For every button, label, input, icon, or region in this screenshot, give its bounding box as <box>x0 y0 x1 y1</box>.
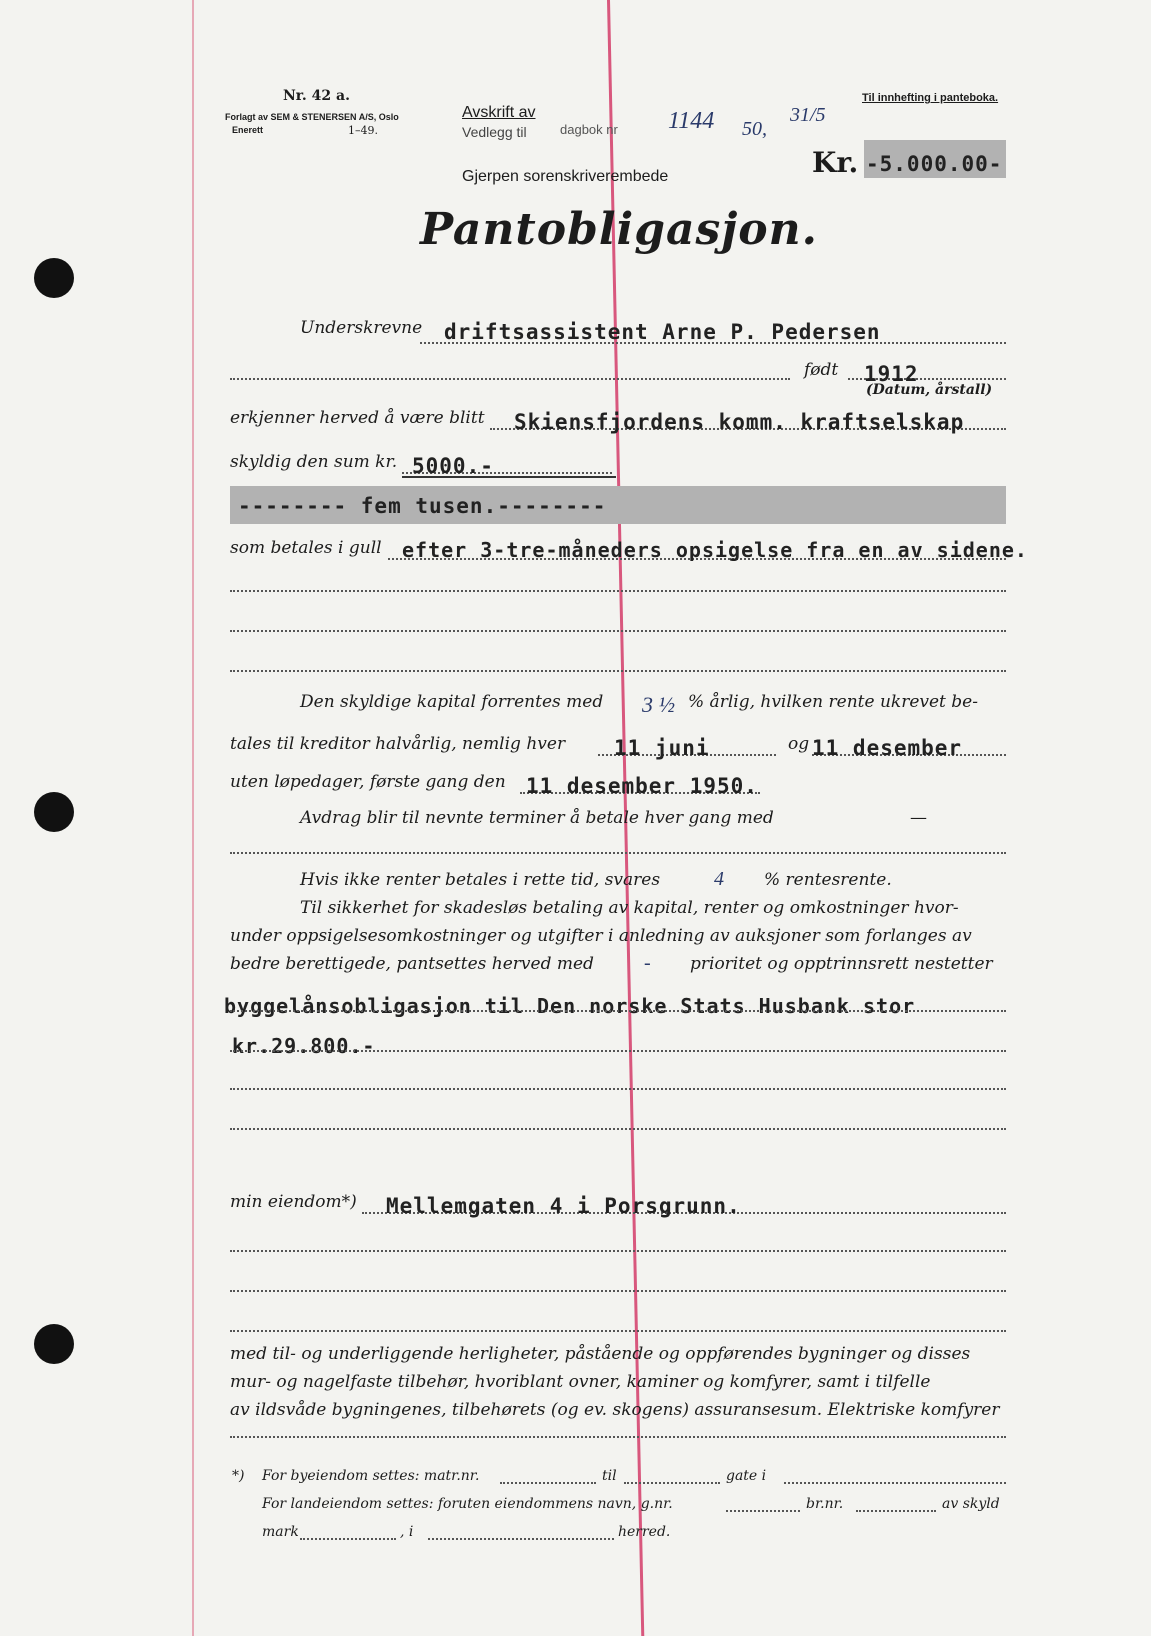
born-label: født <box>804 360 839 380</box>
interest-text-a: Den skyldige kapital forrentes med <box>300 692 604 712</box>
owes-label: skyldig den sum kr. <box>230 452 398 472</box>
dotted-line <box>500 1482 596 1484</box>
first-time-value: 11 desember 1950. <box>526 774 758 798</box>
dotted-line <box>300 1538 396 1540</box>
footnote-line-3b: , i <box>400 1524 414 1540</box>
first-time-label: uten løpedager, første gang den <box>230 772 506 792</box>
sum-words: -------- fem tusen.-------- <box>238 494 607 518</box>
dotted-line <box>230 670 1006 672</box>
born-hint: (Datum, årstall) <box>866 382 993 398</box>
footnote-line-2a: For landeiendom settes: foruten eiendommens navn, g.nr. <box>262 1496 673 1512</box>
dotted-line <box>230 1436 1006 1438</box>
dotted-line <box>230 852 1006 854</box>
footnote-line-2b: br.nr. <box>806 1496 844 1512</box>
acknowledge-label: erkjenner herved å være blitt <box>230 408 485 428</box>
avskrift-label: Avskrift av <box>462 104 536 121</box>
dagbok-number: 1144 <box>668 108 715 134</box>
security-line-3b: prioritet og opptrinnsrett nestetter <box>690 954 993 974</box>
dotted-line <box>230 1250 1006 1252</box>
footnote-mark: *) <box>232 1468 245 1484</box>
form-number: Nr. 42 a. <box>283 88 350 104</box>
dotted-line <box>230 630 1006 632</box>
property-value: Mellemgaten 4 i Porsgrunn. <box>386 1194 741 1218</box>
installment-label: Avdrag blir til nevnte terminer å betale hver gang med <box>300 808 774 828</box>
dotted-line <box>230 1050 1006 1052</box>
footnote-line-1b: til <box>602 1468 617 1484</box>
top-right-note: Til innhefting i panteboka. <box>862 92 999 104</box>
prior-loan-2: kr.29.800.- <box>232 1034 376 1058</box>
footnote-line-1c: gate i <box>726 1468 767 1484</box>
eneret-line: Enerett <box>232 125 264 135</box>
prior-loan-1: byggelånsobligasjon til Den norske Stats Husbank stor <box>224 994 916 1018</box>
undersigned-label: Underskrevne <box>300 318 423 338</box>
date-handwritten: 31/5 <box>790 104 826 126</box>
dotted-line <box>230 1128 1006 1130</box>
punch-hole <box>34 1324 74 1364</box>
dotted-line <box>428 1538 614 1540</box>
form-date: 1–49. <box>348 124 378 137</box>
late-text-b: % rentesrente. <box>764 870 892 890</box>
kr-amount: -5.000.00- <box>866 152 1003 176</box>
punch-hole <box>34 258 74 298</box>
office-name: Gjerpen sorenskriverembede <box>462 168 669 185</box>
dotted-line <box>624 1482 720 1484</box>
term-1: 11 juni <box>614 736 710 760</box>
og-label: og <box>788 734 810 754</box>
footnote-line-2c: av skyld <box>942 1496 1000 1512</box>
security-line-1: Til sikkerhet for skadesløs betaling av kapital, renter og omkostninger hvor- <box>300 898 959 918</box>
punch-hole <box>34 792 74 832</box>
priority-value: - <box>644 952 651 974</box>
installment-value: — <box>910 808 927 828</box>
security-line-2: under oppsigelsesomkostninger og utgifter i anledning av auksjoner som forlanges av <box>230 926 972 946</box>
interest-text-b: % årlig, hvilken rente ukrevet be- <box>688 692 978 712</box>
year-handwritten: 50, <box>742 118 767 140</box>
closing-line-3: av ildsvåde bygningenes, tilbehørets (og ev. skogens) assuransesum. Elektriske komfyrer <box>230 1400 1000 1420</box>
footnote-line-1a: For byeiendom settes: matr.nr. <box>262 1468 480 1484</box>
kr-label: Kr. <box>812 146 859 179</box>
publisher-line: Forlagt av SEM & STENERSEN A/S, Oslo <box>225 112 399 122</box>
dotted-line <box>230 378 790 380</box>
dotted-line <box>230 1330 1006 1332</box>
closing-line-2: mur- og nagelfaste tilbehør, hvoriblant ovner, kaminer og komfyrer, samt i tilfelle <box>230 1372 931 1392</box>
dotted-line <box>230 1010 1006 1012</box>
late-rate: 4 <box>714 868 724 890</box>
dotted-line <box>726 1510 800 1512</box>
late-text-a: Hvis ikke renter betales i rette tid, svares <box>300 870 661 890</box>
paid-label: som betales i gull <box>230 538 382 558</box>
interest-rate: 3 ½ <box>642 692 675 717</box>
dotted-line <box>230 1290 1006 1292</box>
dotted-line <box>230 590 1006 592</box>
dagbok-label: dagbok nr <box>560 122 618 137</box>
born-value: 1912 <box>864 362 919 386</box>
vedlegg-label: Vedlegg til <box>462 124 527 140</box>
sum-value: 5000.- <box>412 454 494 478</box>
paid-value: efter 3-tre-måneders opsigelse fra en av sidene. <box>402 538 1028 562</box>
document-title: Pantobligasjon. <box>420 204 818 255</box>
paid-to-label: tales til kreditor halvårlig, nemlig hver <box>230 734 566 754</box>
term-2: 11 desember <box>812 736 963 760</box>
security-line-3a: bedre berettigede, pantsettes herved med <box>230 954 594 974</box>
property-label: min eiendom*) <box>230 1192 357 1212</box>
footnote-line-3c: herred. <box>618 1524 671 1540</box>
dotted-line <box>784 1482 1006 1484</box>
closing-line-1: med til- og underliggende herligheter, påstående og oppførendes bygninger og disses <box>230 1344 971 1364</box>
creditor-value: Skiensfjordens komm. kraftselskap <box>514 410 965 434</box>
sum-underline <box>402 476 616 478</box>
undersigned-value: driftsassistent Arne P. Pedersen <box>444 320 881 344</box>
dotted-line <box>230 1088 1006 1090</box>
margin-rule <box>192 0 194 1636</box>
dotted-line <box>856 1510 936 1512</box>
footnote-line-3a: mark <box>262 1524 299 1540</box>
